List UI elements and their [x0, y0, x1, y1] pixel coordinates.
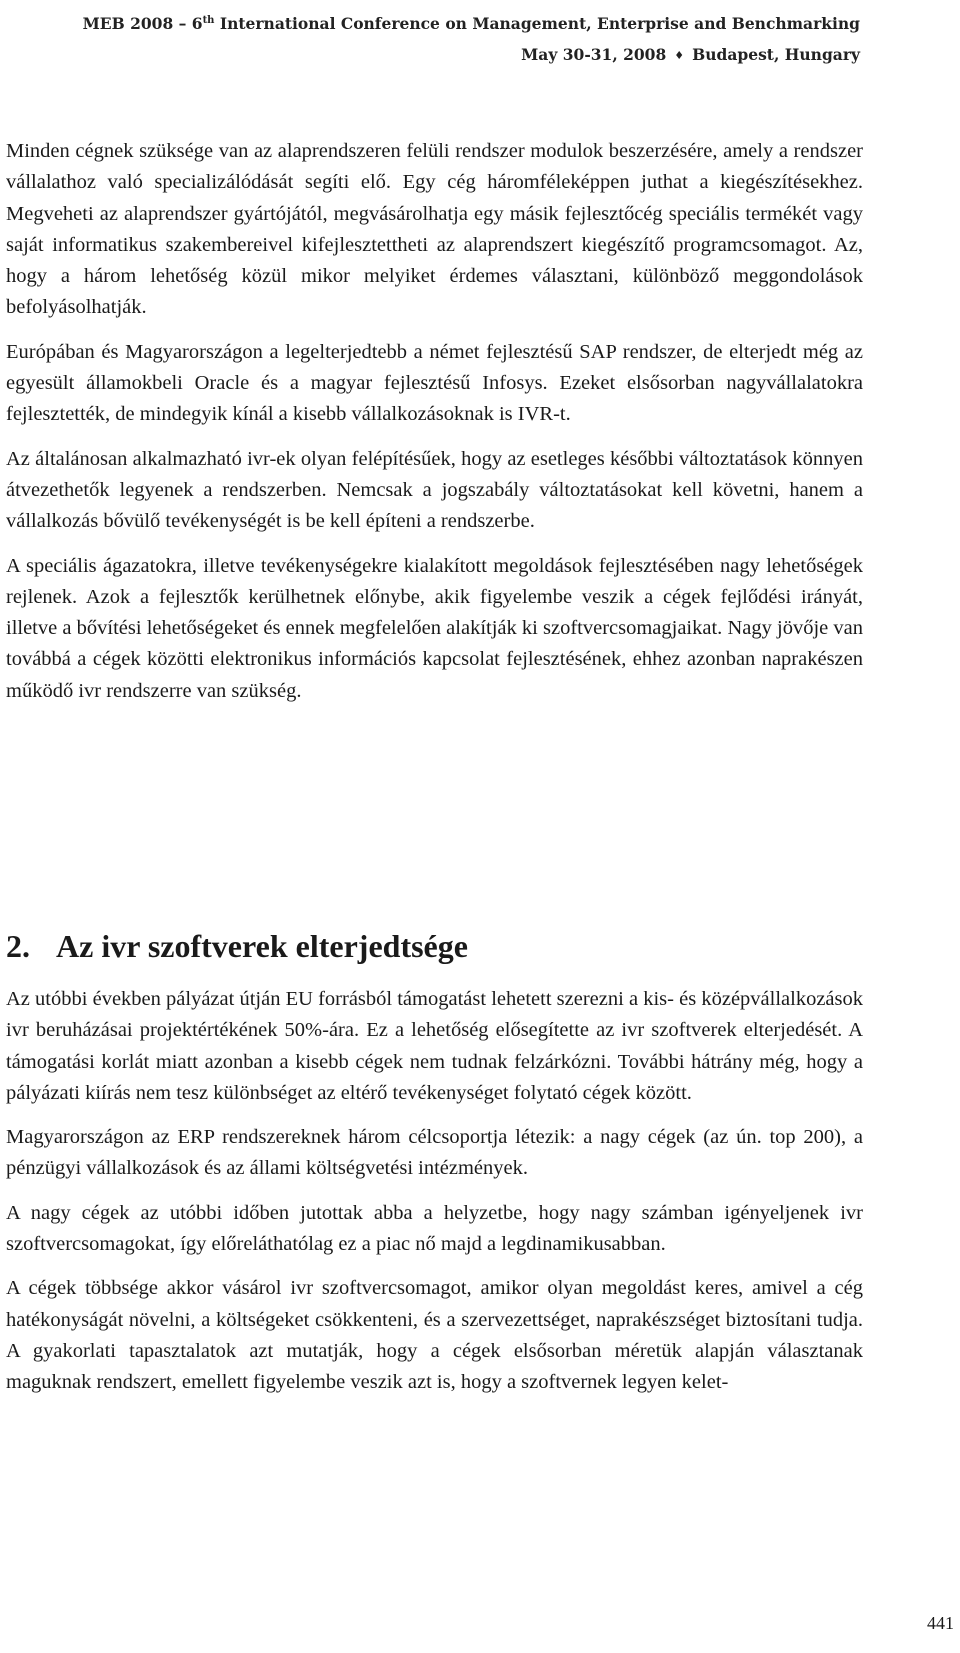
- paragraph: Az utóbbi években pályázat útján EU forrásból támogatást lehetett szerezni a kis- és középvállalkozások ivr beruházásai projektértékének 50%-ára. Ez a lehetőség elősegítette az ivr szoftverek elterjedését. A támogatási korlát miatt azonban a kisebb cégek nem tudnak felzárkózni. További hátrány még, hogy a pályázati kiírás nem tesz különbséget az eltérő tevékenységet folytató cégek között.: [6, 988, 863, 1104]
- paragraph: Európában és Magyarországon a legelterjedtebb a német fejlesztésű SAP rendszer, de elterjedt még az egyesült államokbeli Oracle és a magyar fejlesztésű Infosys. Ezeket elsősorban nagyvállalatokra fejlesztették, de mindegyik kínál a kisebb vállalkozásoknak is IVR-t.: [6, 340, 863, 426]
- section-title: Az ivr szoftverek elterjedtsége: [56, 928, 468, 964]
- running-header: [83, 8, 860, 72]
- diamond-icon: ♦: [674, 49, 685, 62]
- page-number: 441: [927, 1613, 954, 1633]
- conference-location: Budapest, Hungary: [692, 45, 860, 64]
- section-number: 2.: [6, 928, 30, 964]
- conference-title-suffix: International Conference on Management, Enterprise and Benchmarking: [214, 14, 860, 33]
- conference-title-prefix: MEB 2008 – 6: [82, 14, 203, 33]
- conference-title-sup: th: [202, 14, 215, 26]
- conference-date: May 30-31, 2008: [521, 45, 667, 64]
- conference-date-location: [83, 39, 860, 72]
- body-text-top: [6, 136, 863, 707]
- section-heading: [6, 926, 468, 966]
- body-text-bottom: [6, 984, 863, 1399]
- paragraph: Az általánosan alkalmazható ivr-ek olyan felépítésűek, hogy az esetleges későbbi változtatások könnyen átvezethetők legyenek a rendszerben. Nemcsak a jogszabály változtatásokat kell követni, hanem a vállalkozás bővülő tevékenységét is be kell építeni a rendszerbe.: [6, 447, 863, 533]
- paragraph: A speciális ágazatokra, illetve tevékenységekre kialakított megoldások fejlesztésében nagy lehetőségek rejlenek. Azok a fejlesztők kerülhetnek előnybe, akik figyelembe veszik a cégek fejlődési irányát, illetve a bővítési lehetőségeket és ennek megfelelően alakítják ki szoftvercsomagjaikat. Nagy jövője van továbbá a cégek közötti elektronikus információs kapcsolat fejlesztésének, ehhez azonban naprakészen működő ivr rendszerre van szükség.: [6, 554, 863, 702]
- paragraph: A cégek többsége akkor vásárol ivr szoftvercsomagot, amikor olyan megoldást keres, amivel a cég hatékonyságát növelni, a költségeket csökkenteni, és a szervezettséget, naprakészséget biztosítani tudja. A gyakorlati tapasztalatok azt mutatják, hogy a cégek elsősorban méretük alapján választanak maguknak rendszert, emellett figyelembe veszik azt is, hogy a szoftvernek legyen kelet-: [6, 1277, 863, 1394]
- paragraph: Magyarországon az ERP rendszereknek három célcsoportja létezik: a nagy cégek (az ún. top 200), a pénzügyi vállalkozások és az állami költségvetési intézmények.: [6, 1126, 863, 1180]
- conference-title: [83, 8, 860, 39]
- paragraph: A nagy cégek az utóbbi időben jutottak abba a helyzetbe, hogy nagy számban igényeljenek ivr szoftvercsomagokat, így előreláthatólag ez a piac nő majd a legdinamikusabban.: [6, 1201, 863, 1256]
- paragraph: Minden cégnek szüksége van az alaprendszeren felüli rendszer modulok beszerzésére, amely a rendszer vállalathoz való specializálódását segíti elő. Egy cég háromféleképpen juthat a kiegészítésekhez. Megveheti az alaprendszer gyártójától, megvásárolhatja egy másik fejlesztőcég speciális termékét vagy saját informatikus szakembereivel kifejlesztettheti az alaprendszert kiegészítő programcsomagot. Az, hogy a három lehetőség közül mikor melyiket érdemes választani, különböző meggondolások befolyásolhatják.: [6, 140, 863, 319]
